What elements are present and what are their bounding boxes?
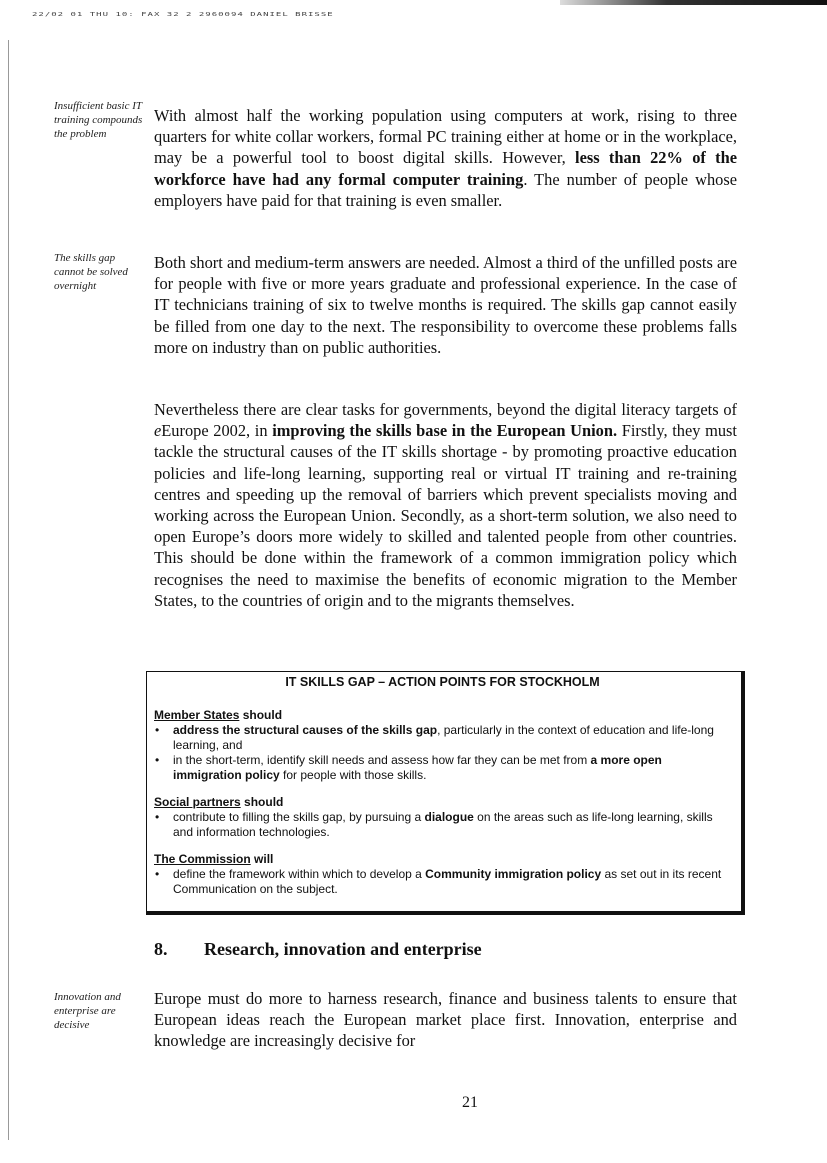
paragraph-text: Nevertheless there are clear tasks for governments, beyond the digital literacy targets of — [154, 400, 737, 419]
item-text: as set out in its recent Communication on the subject. — [173, 867, 722, 896]
group-commission — [154, 852, 731, 897]
page-number: 21 — [462, 1094, 478, 1111]
group-verb: should — [239, 708, 283, 722]
paragraph-government-tasks — [154, 399, 737, 611]
section-title: Research, innovation and enterprise — [204, 939, 482, 959]
paragraph-text: Firstly, they must tackle the structural causes of the IT skills shortage - by promoting proactive education policies and life-long learning, supporting real or virtual IT training and re-training centres and speeding up the removal of barriers which prevent specialists moving and working across the European Union. Secondly, as a short-term solution, we also need to open Europe’s doors more widely to skilled and talented people from other countries. This should be done within the framework of a common immigration policy which recognises the need to maximise the benefits of economic migration to the Member States, to the countries of origin and to the migrants themselves. — [154, 421, 737, 610]
margin-note-skills-gap: The skills gap cannot be solved overnight — [54, 252, 128, 292]
item-emphasis: Community immigration policy — [425, 867, 602, 881]
section-number: 8. — [154, 939, 168, 959]
item-emphasis: address the structural causes of the skills gap — [173, 723, 438, 737]
group-subject: The Commission — [154, 852, 251, 866]
list-item — [154, 753, 731, 783]
item-emphasis: a more open immigration policy — [173, 753, 662, 782]
scan-margin-line — [8, 40, 9, 1140]
group-verb: will — [250, 852, 274, 866]
margin-note-training: Insufficient basic IT training compounds the problem — [54, 100, 143, 140]
paragraph-text: With almost half the working population using computers at work, rising to three quarters for white collar workers, formal PC training either at home or in the workplace, may be a powerful tool to boost digital skills. However, — [154, 106, 737, 168]
action-list — [154, 810, 731, 840]
paragraph-emphasis: less than 22% of the workforce have had any formal computer training — [154, 148, 737, 189]
item-text: for people with those skills. — [279, 768, 427, 782]
item-text: on the areas such as life-long learning, skills and information technologies. — [173, 810, 713, 839]
item-text: in the short-term, identify skill needs and assess how far they can be met from — [173, 753, 591, 767]
group-subject: Social partners — [154, 795, 241, 809]
paragraph-emphasis: improving the skills base in the European Union. — [272, 421, 618, 441]
eeurope-prefix: e — [154, 421, 162, 441]
item-text: contribute to filling the skills gap, by pursuing a — [173, 810, 425, 824]
group-heading — [154, 852, 731, 867]
list-item — [154, 723, 731, 753]
fax-header: 22/02 01 THU 10: FAX 32 2 2960094 DANIEL BRISSE — [32, 12, 334, 18]
group-verb: should — [240, 795, 284, 809]
group-heading — [154, 708, 731, 723]
action-list — [154, 723, 731, 783]
group-heading — [154, 795, 731, 810]
list-item — [154, 867, 731, 897]
item-text: define the framework within which to develop a — [173, 867, 426, 881]
paragraph-training — [154, 105, 737, 211]
paragraph-skills-gap: Both short and medium-term answers are needed. Almost a third of the unfilled posts are for people with five or more years graduate and professional experience. In the case of IT technicians training of six to twelve months is required. The skills gap cannot easily be filled from one day to the next. The responsibility to overcome these problems falls more on industry than on public authorities. — [154, 253, 737, 357]
margin-note-innovation: Innovation and enterprise are decisive — [54, 991, 121, 1031]
item-text: , particularly in the context of education and life-long learning, and — [173, 723, 714, 752]
action-points-box — [146, 671, 745, 915]
group-subject: Member States — [154, 708, 240, 722]
list-item — [154, 810, 731, 840]
paragraph-text: . The number of people whose employers have paid for that training is even smaller. — [154, 169, 737, 210]
group-social-partners — [154, 795, 731, 840]
scan-edge-bar — [560, 0, 827, 5]
box-title: IT SKILLS GAP – ACTION POINTS FOR STOCKHOLM — [285, 675, 600, 689]
section-heading — [154, 939, 482, 960]
action-list — [154, 867, 731, 897]
item-emphasis: dialogue — [424, 810, 474, 824]
group-member-states — [154, 708, 731, 783]
paragraph-innovation: Europe must do more to harness research, finance and business talents to ensure that European ideas reach the European market place first. Innovation, enterprise and knowledge are increasingly decisive for — [154, 989, 737, 1051]
paragraph-text: Europe 2002, in — [161, 421, 273, 441]
